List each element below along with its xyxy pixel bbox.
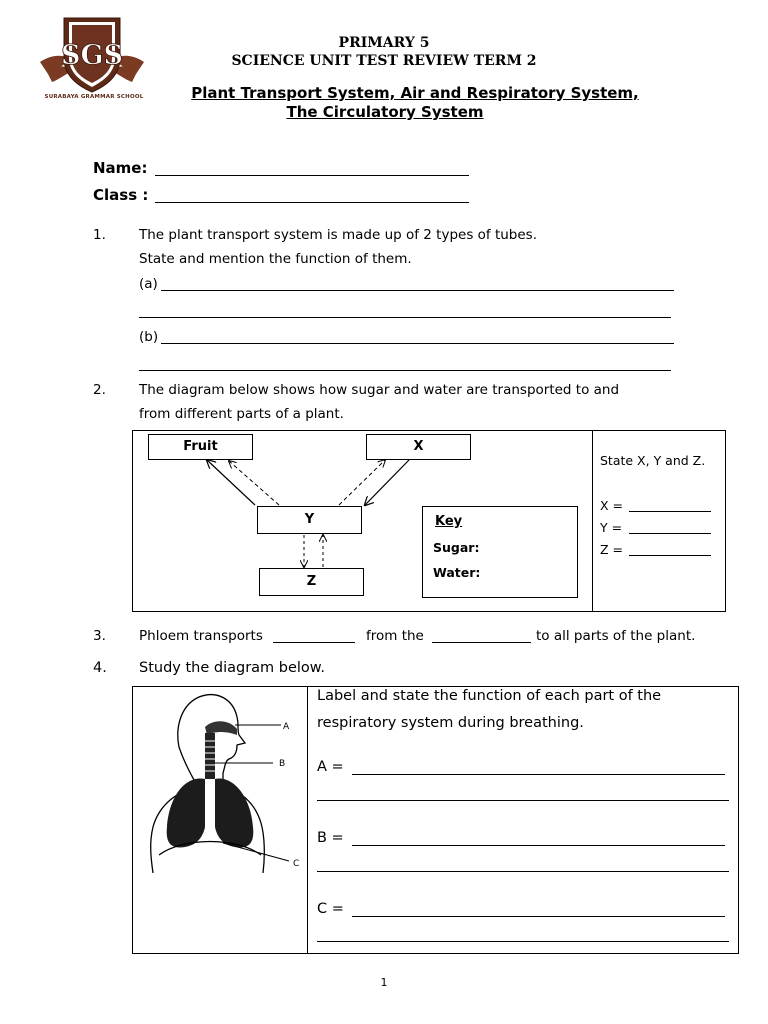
z-label: Z — [306, 574, 317, 589]
question-3-part3: to all parts of the plant. — [536, 628, 696, 644]
plant-transport-diagram — [132, 430, 594, 612]
class-field[interactable] — [155, 202, 469, 203]
part-b-label: B = — [317, 830, 344, 846]
key-water-label: Water: — [433, 565, 481, 580]
key-title: Key — [435, 514, 463, 529]
water-arrow-to-fruit — [207, 460, 255, 505]
question-4-text: Study the diagram below. — [139, 660, 325, 676]
z-answer-field[interactable] — [629, 555, 711, 556]
logo-school-name: SURABAYA GRAMMAR SCHOOL — [44, 94, 144, 100]
topic-title-line1: Plant Transport System, Air and Respiratory System, — [191, 84, 639, 102]
page-number: 1 — [380, 976, 388, 989]
diagram-label-b: B — [279, 759, 286, 769]
answer-a-line1[interactable] — [161, 290, 674, 291]
part-a-label: A = — [317, 759, 344, 775]
part-c-label: C = — [317, 901, 344, 917]
sugar-arrow-from-y — [339, 460, 385, 505]
part-b-field-line1[interactable] — [352, 845, 725, 846]
question-3-part1: Phloem transports — [139, 628, 263, 644]
fruit-label: Fruit — [183, 439, 218, 454]
answer-b-label: (b) — [139, 329, 159, 345]
z-box — [259, 568, 364, 596]
y-box — [257, 506, 362, 534]
question-1-number: 1. — [93, 227, 106, 243]
question-2-text-line1: The diagram below shows how sugar and water are transported to and — [139, 382, 620, 398]
pointer-c — [223, 843, 289, 861]
answer-b-line2[interactable] — [139, 370, 671, 371]
school-logo — [36, 14, 148, 104]
z-answer-label: Z = — [600, 542, 624, 557]
question-3-blank1[interactable] — [273, 642, 355, 643]
diagram-label-c: C — [293, 859, 300, 869]
school-crest-icon — [36, 14, 148, 104]
name-label: Name: — [93, 159, 148, 177]
topic-title-line2: The Circulatory System — [286, 103, 484, 121]
question-1-text-line2: State and mention the function of them. — [139, 251, 412, 267]
xyz-answer-panel — [592, 430, 726, 612]
diagram-label-a: A — [283, 722, 290, 732]
part-c-field-line1[interactable] — [352, 916, 725, 917]
key-box — [422, 506, 578, 598]
water-arrow-to-y — [365, 460, 409, 505]
respiratory-answer-panel — [307, 686, 739, 954]
y-answer-field[interactable] — [629, 533, 711, 534]
question-2-number: 2. — [93, 382, 106, 398]
key-sugar-label: Sugar: — [433, 540, 480, 555]
y-answer-label: Y = — [600, 520, 623, 535]
x-answer-label: X = — [600, 498, 624, 513]
part-a-field-line2[interactable] — [317, 800, 729, 801]
part-b-field-line2[interactable] — [317, 871, 729, 872]
sugar-arrow-to-fruit — [229, 461, 279, 505]
class-label: Class : — [93, 186, 149, 204]
answer-a-label: (a) — [139, 276, 158, 292]
test-heading: SCIENCE UNIT TEST REVIEW TERM 2 — [231, 53, 537, 69]
answer-b-line1[interactable] — [161, 343, 674, 344]
answer-a-line2[interactable] — [139, 317, 671, 318]
x-box — [366, 434, 471, 460]
q4-instruction-line2: respiratory system during breathing. — [317, 715, 584, 731]
respiratory-system-illustration — [133, 687, 308, 953]
xyz-instruction: State X, Y and Z. — [600, 453, 706, 468]
q4-instruction-line1: Label and state the function of each part of the — [317, 688, 662, 704]
y-label: Y — [304, 512, 315, 527]
grade-heading: PRIMARY 5 — [338, 35, 430, 51]
question-3-blank2[interactable] — [432, 642, 531, 643]
x-label: X — [413, 439, 424, 454]
question-1-text-line1: The plant transport system is made up of 2 types of tubes. — [139, 227, 537, 243]
part-c-field-line2[interactable] — [317, 941, 729, 942]
question-2-text-line2: from different parts of a plant. — [139, 406, 344, 422]
question-4-number: 4. — [93, 660, 107, 676]
part-a-field-line1[interactable] — [352, 774, 725, 775]
logo-initials: SGS — [60, 40, 124, 71]
respiratory-diagram-frame — [132, 686, 309, 954]
question-3-number: 3. — [93, 628, 106, 644]
name-field[interactable] — [155, 175, 469, 176]
question-3-part2: from the — [366, 628, 424, 644]
x-answer-field[interactable] — [629, 511, 711, 512]
fruit-box — [148, 434, 253, 460]
